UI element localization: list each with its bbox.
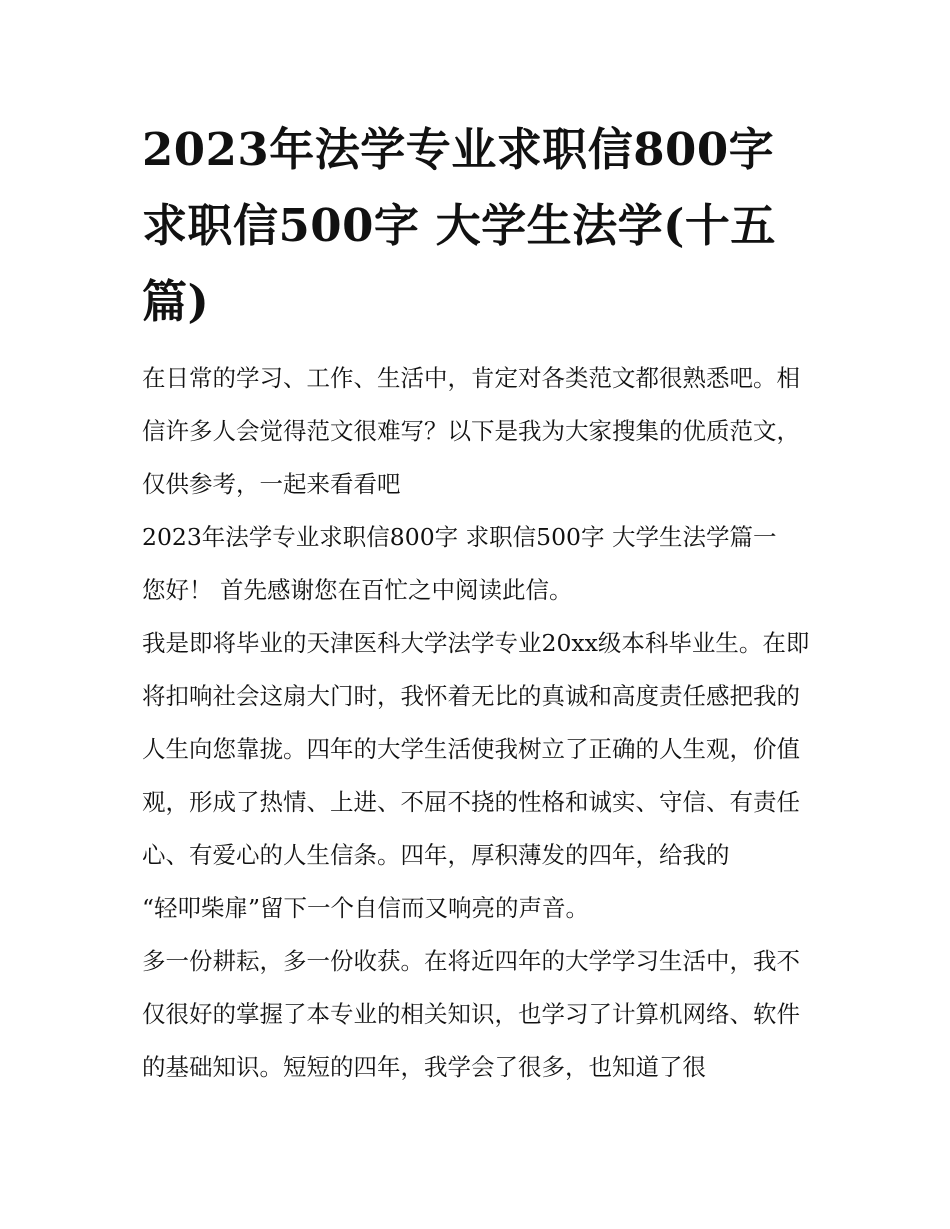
section-heading: 2023年法学专业求职信800字 求职信500字 大学生法学篇一	[142, 523, 777, 551]
document-body	[142, 352, 817, 1094]
document-page	[142, 112, 817, 1094]
intro-paragraph: 在日常的学习、工作、生活中，肯定对各类范文都很熟悉吧。相信许多人会觉得范文很难写？以下是我为大家搜集的优质范文，仅供参考，一起来看看吧	[142, 364, 800, 498]
self-introduction-paragraph: 我是即将毕业的天津医科大学法学专业20xx级本科毕业生。在即将扣响社会这扇大门时，我怀着无比的真诚和高度责任感把我的人生向您靠拢。四年的大学生活使我树立了正确的人生观，价值观，形成了热情、上进、不屈不挠的性格和诚实、守信、有责任心、有爱心的人生信条。四年，厚积薄发的四年，给我的	[142, 629, 810, 869]
greeting-paragraph: 您好！ 首先感谢您在百忙之中阅读此信。	[142, 576, 573, 604]
study-paragraph: 多一份耕耘，多一份收获。在将近四年的大学学习生活中，我不仅很好的掌握了本专业的相关知识，也学习了计算机网络、软件的基础知识。短短的四年，我学会了很多，也知道了很	[142, 947, 800, 1081]
document-title: 2023年法学专业求职信800字 求职信500字 大学生法学(十五篇)	[142, 123, 776, 328]
quote-paragraph: “轻叩柴扉”留下一个自信而又响亮的声音。	[142, 894, 590, 922]
